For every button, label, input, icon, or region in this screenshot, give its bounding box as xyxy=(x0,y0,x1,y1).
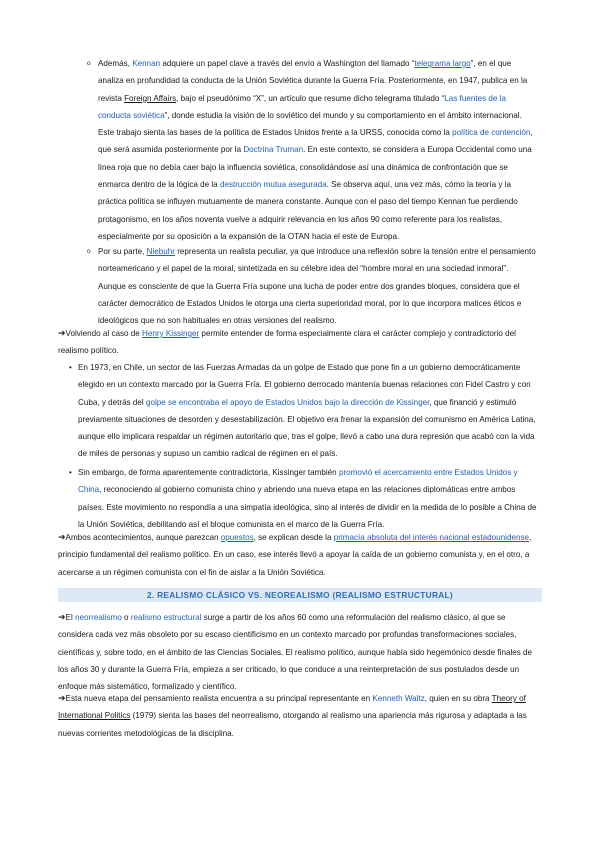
paragraph-waltz: ➔Esta nueva etapa del pensamiento realista encuentra a su principal representante en Kenneth Waltz, quien en su obra Theory of International Politics (1979) sienta las bases del neorrealismo, otorgando al realismo una apariencia más rigurosa y adaptada a las nuevas corrientes metodológicas de la disciplina. xyxy=(58,693,527,738)
link-opuestos[interactable]: opuestos xyxy=(220,533,254,542)
list-item-china xyxy=(69,464,540,533)
circle-bullet-icon: o xyxy=(87,60,91,67)
arrow-icon: ➔ xyxy=(58,532,66,542)
theory-international-politics-title: Theory of International Politics xyxy=(58,694,526,721)
list-item-niebuhr xyxy=(87,243,538,329)
link-fuentes-conducta[interactable]: Las fuentes de la conducta soviética xyxy=(98,93,506,120)
disc-bullet-icon: • xyxy=(69,363,72,372)
link-acercamiento-china[interactable]: promovió el acercamiento entre Estados Unidos y China xyxy=(78,468,518,495)
link-primacia-interes[interactable]: primacía absoluta del interés nacional estadounidense xyxy=(333,533,530,542)
arrow-icon: ➔ xyxy=(58,328,66,338)
paragraph-ambos: ➔Ambos acontecimientos, aunque parezcan opuestos, se explican desde la primacía absoluta del interés nacional estadounidense, principio fundamental del realismo político. En un caso, ese interés llevó a apoyar la caída de un gobierno comunista y, en el otro, a acercarse a un régimen comunista con el fin de aislar a la Unión Soviética. xyxy=(58,532,532,577)
paragraph-neorrealismo: ➔El neorrealismo o realismo estructural surge a partir de los años 60 como una reformulación del realismo clásico, al que se considera cada vez más obsoleto por su escaso cientificismo en un contexto marcado por profundas transformaciones sociales, científicas y, sobre todo, en el ámbito de las Ciencias Sociales. El realismo político, aunque había sido hegemónico desde finales de los años 30 y durante la Guerra Fría, empieza a ser criticado, lo que conduce a una reinterpretación de sus postulados desde un enfoque más sistemático, formalizado y científico. xyxy=(58,612,533,692)
paragraph-ambos-block xyxy=(58,529,542,581)
list-item-kennan xyxy=(87,55,538,245)
paragraph-kennan: Además, Kennan adquiere un papel clave a través del envío a Washington del llamado “telegrama largo”, en el que analiza en profundidad la conducta de la Unión Soviética durante la Guerra Fría. Posteriormente, en 1947, publica en la revista Foreign Affairs, bajo el pseudónimo “X”, un artículo que resume dicho telegrama titulado “Las fuentes de la conducta soviética”, donde estudia la visión de lo soviético del mundo y su comportamiento en el ámbito internacional. Este trabajo sienta las bases de la política de Estados Unidos frente a la URSS, conocida como la política de contención, que será asumida posteriormente por la Doctrina Truman. En este contexto, se considera a Europa Occidental como una línea roja que no debía caer bajo la influencia soviética, consolidándose así una dinámica de confrontación que se enmarca dentro de la lógica de la destrucción mutua asegurada. Se observa aquí, una vez más, cómo la teoría y la práctica política se influyen mutuamente de manera constante. Aunque con el paso del tiempo Kennan fue perdiendo protagonismo, en los años noventa vuelve a adquirir relevancia en los años 90 como referente para los realistas, especialmente por su oposición a la expansión de la OTAN hacia el este de Europa. xyxy=(98,59,533,241)
list-item-chile xyxy=(69,359,540,463)
paragraph-waltz-block xyxy=(58,690,542,742)
arrow-icon: ➔ xyxy=(58,693,66,703)
circle-bullet-icon: o xyxy=(87,248,91,255)
section-heading xyxy=(58,588,542,602)
link-politica-contencion[interactable]: política de contención xyxy=(452,128,531,138)
arrow-icon: ➔ xyxy=(58,612,66,622)
link-destruccion-mutua[interactable]: destrucción mutua asegurada xyxy=(219,180,327,190)
paragraph-kissinger: ➔Volviendo al caso de Henry Kissinger permite entender de forma especialmente clara el carácter complejo y contradictorio del realismo político. xyxy=(58,328,516,356)
section-heading-text: 2. REALISMO CLÁSICO VS. NEOREALISMO (REALISMO ESTRUCTURAL) xyxy=(147,590,453,600)
paragraph-neorrealismo-block xyxy=(58,609,542,695)
foreign-affairs-title: Foreign Affairs xyxy=(124,93,177,103)
disc-bullet-icon: • xyxy=(69,468,72,477)
link-niebuhr[interactable]: Niebuhr xyxy=(146,247,175,256)
link-realismo-estructural[interactable]: realismo estructural xyxy=(130,613,202,622)
link-kenneth-waltz[interactable]: Kenneth Waltz xyxy=(372,694,425,703)
link-neorrealismo[interactable]: neorrealismo xyxy=(75,613,122,622)
link-henry-kissinger[interactable]: Henry Kissinger xyxy=(142,329,200,338)
paragraph-kissinger-block xyxy=(58,325,542,360)
paragraph-niebuhr: Por su parte, Niebuhr representa un realista peculiar, ya que introduce una reflexión sobre la tensión entre el pensamiento norteamericano y el papel de la moral, sintetizada en su célebre idea del “hombre moral en una sociedad inmoral”. Aunque es consciente de que la Guerra Fría supone una lucha de poder entre dos grandes bloques, considera que el carácter democrático de Estados Unidos le otorga una cierta superioridad moral, por lo que incorpora matices éticos e ideológicos que no son habituales en otras versiones del realismo. xyxy=(98,247,536,326)
paragraph-chile: En 1973, en Chile, un sector de las Fuerzas Armadas da un golpe de Estado que pone fin a un gobierno democráticamente elegido en un contexto marcado por la Guerra Fría. El gobierno derrocado mantenía buenas relaciones con Fidel Castro y con Cuba, y detrás del golpe se encontraba el apoyo de Estados Unidos bajo la dirección de Kissinger, que financió y estimuló previamente situaciones de desorden y desestabilización. El objetivo era frenar la expansión del comunismo en América Latina, aunque ello implicara respaldar un régimen autoritario que, tras el golpe, llevó a cabo una dura represión que acabó con la vida de miles de personas y supuso un cambio radical de régimen en el país. xyxy=(78,363,536,459)
paragraph-china: Sin embargo, de forma aparentemente contradictoria, Kissinger también promovió el acercamiento entre Estados Unidos y China, reconociendo al gobierno comunista chino y abriendo una nueva etapa en las relaciones diplomáticas entre ambos países. Este movimiento no respondía a una simpatía ideológica, sino al interés de dividir en la medida de lo posible a China de la Unión Soviética, debilitando así el bloque comunista en el marco de la Guerra Fría. xyxy=(78,468,537,529)
link-doctrina-truman[interactable]: Doctrina Truman xyxy=(243,145,304,155)
link-kennan[interactable]: Kennan xyxy=(132,59,161,68)
link-telegrama-largo[interactable]: telegrama largo xyxy=(414,59,471,68)
link-golpe-apoyo[interactable]: golpe se encontraba el apoyo de Estados Unidos bajo la dirección de Kissinger xyxy=(145,397,430,407)
